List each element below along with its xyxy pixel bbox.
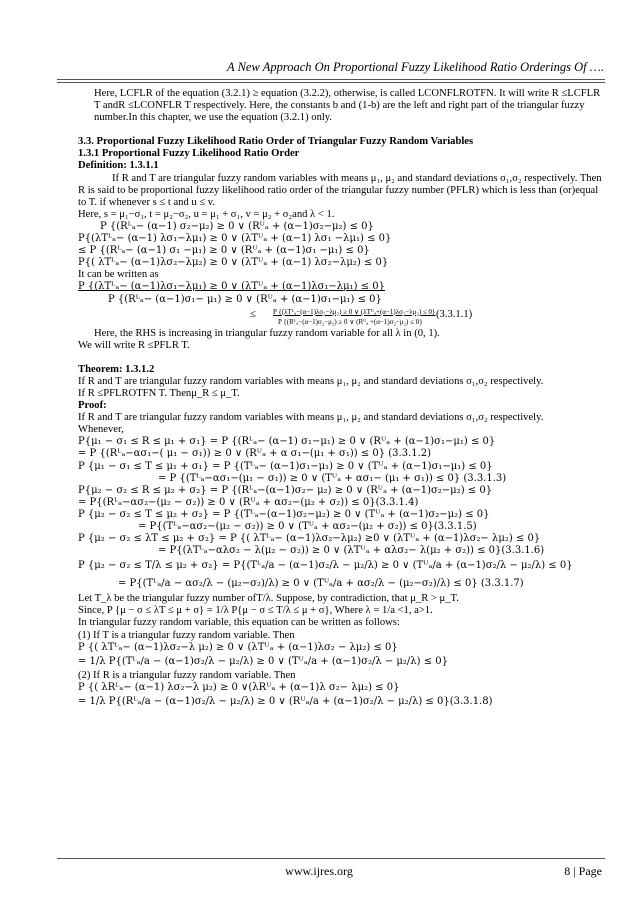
paragraph: (2) If R is a triangular fuzzy random variable. Then — [78, 669, 296, 681]
footer-rule — [57, 858, 605, 859]
paragraph: Here, the RHS is increasing in triangular fuzzy random variable for all λ in (0, 1). — [94, 327, 440, 339]
equation-line: P {( λTᴸₐ− (α−1)λσ₂−λ μ₂) ≥ 0 ∨ (λTᵁₐ + (α−1)λσ₂ − λμ₂) ≤ 0} — [78, 641, 398, 653]
definition-heading: Definition: 1.3.1.1 — [78, 160, 159, 172]
running-title: A New Approach On Proportional Fuzzy Likelihood Ratio Orderings Of …. — [227, 60, 604, 74]
paragraph: Here, LCFLR of the equation (3.2.1) ≥ equation (3.2.2), otherwise, is called LCONFLROTFN. It will write R ≤LCFLR T andR ≤LCONFLR T respectively. Here, the constants b and (1-b) are the left and right part of the triangular fuzzy number.In this chapter, we use the equation (3.2.1) only. — [94, 88, 601, 124]
equation-line: = P{(Tᴸₐ/a − ασ₂/λ − (μ₂−σ₂)/λ) ≥ 0 ∨ (Tᵁₐ/a + ασ₂/λ − (μ₂−σ₂)/λ) ≤ 0} (3.3.1.7) — [118, 578, 524, 590]
section-heading: 3.3. Proportional Fuzzy Likelihood Ratio Order of Triangular Fuzzy Random Variables — [78, 136, 474, 148]
paragraph: Whenever, — [78, 424, 124, 436]
equation-line: P{μ₁ − σ₁ ≤ R ≤ μ₁ + σ₁} = P {(Rᴸₐ− (α−1) σ₁−μ₁) ≥ 0 ∨ (Rᵁₐ + (α−1)σ₁−μ₁) ≤ 0} — [78, 436, 496, 448]
equation-line: P {( λRᴸₐ− (α−1) λσ₂−λ μ₂) ≥ 0 ∨(λRᵁₐ + (α−1)λ σ₂− λμ₂) ≤ 0} — [78, 681, 400, 693]
paragraph: It can be written as — [78, 269, 159, 281]
paragraph: If R and T are triangular fuzzy random variables with means μ₁, μ₂ and standard deviations σ₁,σ₂ respectively. Then R is said to be proportional fuzzy likelihood ratio order of the triangular fuzzy number (PFLR) which is less than (or)equal to T. if whenever s ≤ t and u ≤ v. — [78, 172, 602, 208]
subsection-heading: 1.3.1 Proportional Fuzzy Likelihood Ratio Order — [78, 148, 300, 160]
equation-numerator: P {(λTᴸₐ− (α−1)λσ₁−λμ₁) ≥ 0 ∨ (λTᵁₐ + (α−1)λσ₁−λμ₁) ≤ 0} — [78, 281, 386, 293]
equation-line: = P{(Rᴸₐ−ασ₂−(μ₂ − σ₂)) ≥ 0 ∨ (Rᵁₐ + ασ₂−(μ₂ + σ₂)) ≤ 0}(3.3.1.4) — [78, 496, 419, 508]
equation-denominator: P {(Rᴸₐ− (α−1)σ₁− μ₁) ≥ 0 ∨ (Rᵁₐ + (α−1)σ₁−μ₁) ≤ 0} — [108, 293, 382, 305]
fraction-numerator: P {(λTᴸₐ−(α−1)λσ₂−λμ₂) ≥ 0 ∨ (λTᵁₐ+(α−1)λσ₂−λμ₂) ≤ 0} — [273, 307, 436, 316]
equation-line: = 1/λ P{(Rᴸₐ/a − (α−1)σ₂/λ − μ₂/λ) ≥ 0 ∨ (Rᵁₐ/a + (α−1)σ₂/λ − μ₂/λ) ≤ 0}(3.3.1.8) — [78, 695, 493, 707]
paragraph: (1) If T is a triangular fuzzy random variable. Then — [78, 629, 295, 641]
equation-line: P {μ₂ − σ₂ ≤ λT ≤ μ₂ + σ₂} = P {( λTᴸₐ− (α−1)λσ₂−λμ₂) ≥0 ∨ (λTᵁₐ + (α−1)λσ₂− λμ₂) ≤ 0} — [78, 533, 541, 545]
paragraph: Let T_λ be the triangular fuzzy number ofT/λ. Suppose, by contradiction, that μ_R > μ_T. — [78, 593, 459, 605]
equation-line: = P{(Tᴸₐ−ασ₂−(μ₂ − σ₂)) ≥ 0 ∨ (Tᵁₐ + ασ₂−(μ₂ + σ₂)) ≤ 0}(3.3.1.5) — [138, 521, 477, 532]
paragraph: Here, s = μ₁−σ₁, t = μ₂−σ₂, u = μ₁ + σ₁, v = μ₂ + σ₂and λ < 1. — [78, 208, 335, 220]
equation-line: = P {(Tᴸₐ−ασ₁−(μ₁ − σ₁)) ≥ 0 ∨ (Tᵁₐ + ασ₁− (μ₁ + σ₁)) ≤ 0} (3.3.1.3) — [158, 472, 507, 484]
equation-line: P {μ₂ − σ₂ ≤ T/λ ≤ μ₂ + σ₂} = P{(Tᴸₐ/a − (α−1)σ₂/λ − μ₂/λ) ≥ 0 ∨ (Tᵁₐ/a + (α−1)σ₂/λ − μ₂/λ) ≤ 0} — [78, 560, 573, 572]
equation-line: P{( λTᴸₐ− (α−1)λσ₂−λμ₂) ≥ 0 ∨ (λTᵁₐ + (α−1) λσ₂−λμ₂) ≤ 0} — [78, 257, 389, 269]
equation-line: P {μ₂ − σ₂ ≤ T ≤ μ₂ + σ₂} = P {(Tᴸₐ−(α−1)σ₂−μ₂) ≥ 0 ∨ (Tᵁₐ + (α−1)σ₂−μ₂) ≤ 0} — [78, 508, 490, 520]
equation-line: P {μ₁ − σ₁ ≤ T ≤ μ₁ + σ₁} = P {(Tᴸₐ− (α−1)σ₁−μ₁) ≥ 0 ∨ (Tᵁₐ + (α−1)σ₁−μ₁) ≤ 0} — [78, 460, 493, 472]
equation-line: = P{(λTᴸₐ−αλσ₂ − λ(μ₂ − σ₂)) ≥ 0 ∨ (λTᵁₐ + αλσ₂− λ(μ₂ + σ₂)) ≤ 0}(3.3.1.6) — [158, 545, 545, 557]
equation-line: P {(Rᴸₐ− (α−1) σ₂−μ₂) ≥ 0 ∨ (Rᵁₐ + (α−1)σ₂−μ₂) ≤ 0} — [100, 220, 374, 232]
equation-line: ≤ P {(Rᴸₐ− (α−1) σ₁ −μ₁) ≥ 0 ∨ (Rᵁₐ + (α−1)σ₁ −μ₁) ≤ 0} — [78, 245, 370, 257]
paragraph: Since, P {μ − σ ≤ λT ≤ μ + σ} = 1/λ P{μ − σ ≤ T/λ ≤ μ + σ}, Where λ = 1/a <1, a>1. — [78, 605, 433, 617]
equation-line: = 1/λ P{(Tᴸₐ/a − (α−1)σ₂/λ − μ₂/λ) ≥ 0 ∨ (Tᵁₐ/a + (α−1)σ₂/λ − μ₂/λ) ≤ 0} — [78, 655, 448, 667]
equation-line: = P {(Rᴸₐ−ασ₁−( μ₁ − σ₁)) ≥ 0 ∨ (Rᵁₐ + α σ₁−(μ₁ + σ₁)) ≤ 0} (3.3.1.2) — [78, 448, 432, 460]
paragraph: If R and T are triangular fuzzy random variables with means μ₁, μ₂ and standard deviations σ₁,σ₂ respectively. — [78, 375, 544, 387]
paragraph: In triangular fuzzy random variable, this equation can be written as follows: — [78, 617, 400, 629]
fraction-denominator: P {(Rᴸₐ−(α−1)σ₂−μ₂) ≥ 0 ∨ (Rᵁₐ +(α−1)σ₂−μ₂) ≤ 0} — [278, 317, 423, 326]
equation-line: P{(λTᴸₐ− (α−1) λσ₁−λμ₁) ≥ 0 ∨ (λTᵁₐ + (α−1) λσ₁ −λμ₁) ≤ 0} — [78, 233, 392, 245]
paragraph: If R and T are triangular fuzzy random variables with means μ₁, μ₂ and standard deviations σ₁,σ₂ respectively. — [78, 412, 544, 424]
footer-url: www.ijres.org — [285, 864, 353, 878]
equation-fraction: ≤ P {(λTᴸₐ−(α−1)λσ₂−λμ₂) ≥ 0 ∨ (λTᵁₐ+(α−1)λσ₂−λμ₂) ≤ 0} P {(Rᴸₐ−(α−1)σ₂−μ₂) ≥ 0 ∨ (Rᵁₐ +(α−1)σ₂−μ₂) ≤ 0} (3.3.1.1) — [78, 306, 606, 328]
paragraph: If R ≤PFLROTFN T. Thenμ_R ≤ μ_T. — [78, 387, 240, 399]
theorem-heading: Theorem: 1.3.1.2 — [78, 363, 155, 375]
header-rule — [57, 79, 605, 83]
proof-heading: Proof: — [78, 400, 107, 412]
equation-line: P{μ₂ − σ₂ ≤ R ≤ μ₂ + σ₂} = P {(Rᴸₐ−(α−1)σ₂− μ₂) ≥ 0 ∨ (Rᵁₐ + (α−1)σ₂−μ₂) ≤ 0} — [78, 484, 493, 496]
article-body — [78, 88, 606, 710]
footer-page-number: 8 | Page — [564, 864, 602, 878]
paragraph: We will write R ≤PFLR T. — [78, 339, 190, 351]
equation-number: (3.3.1.1) — [436, 308, 473, 320]
